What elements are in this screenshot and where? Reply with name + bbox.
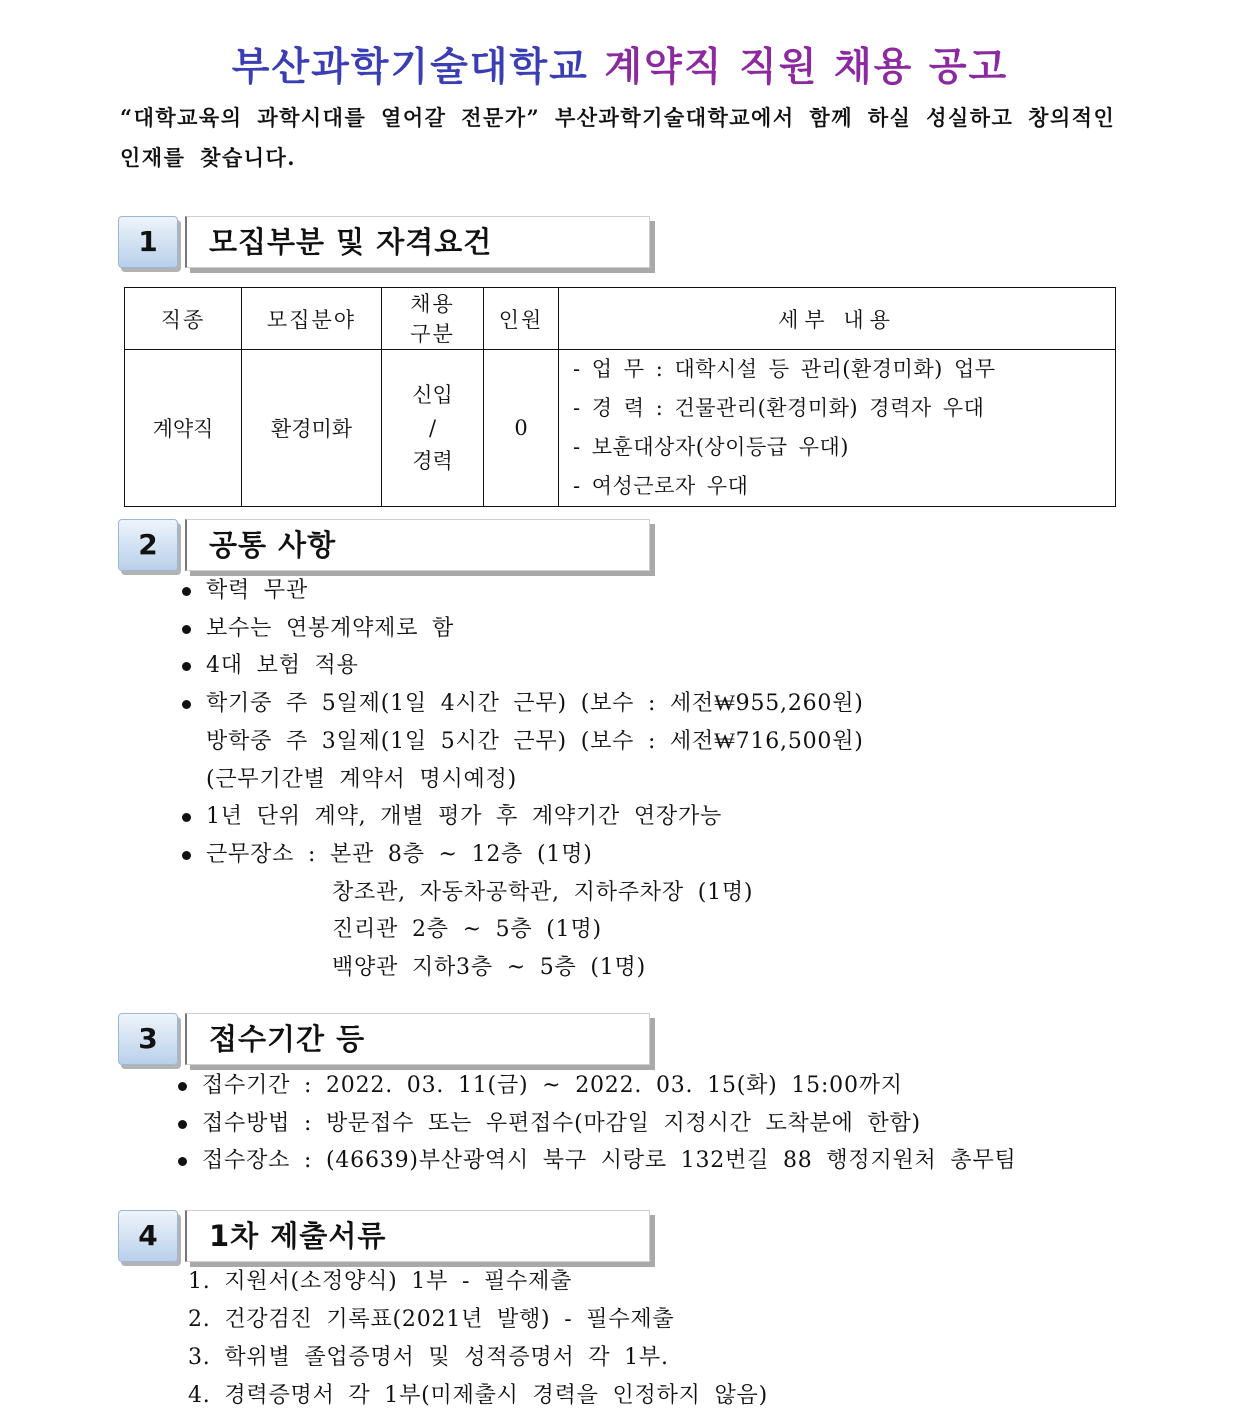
section-1-header <box>118 216 658 274</box>
list-item: 1. 지원서(소정양식) 1부 - 필수제출 <box>188 1269 573 1294</box>
header-field: 모집분야 <box>242 288 382 350</box>
bullet-icon <box>182 662 191 671</box>
bullet-icon <box>182 587 191 596</box>
section-3-header <box>118 1013 658 1071</box>
recruitment-table <box>124 287 1116 507</box>
bullet-icon <box>182 813 191 822</box>
detail-line: - 업 무 : 대학시설 등 관리(환경미화) 업무 <box>573 357 996 381</box>
list-item: 1년 단위 계약, 개별 평가 후 계약기간 연장가능 <box>180 798 864 836</box>
header-count: 인원 <box>484 288 559 350</box>
detail-line: - 경 력 : 건물관리(환경미화) 경력자 우대 <box>573 396 985 420</box>
intro-text: “대학교육의 과학시대를 열어갈 전문가” 부산과학기술대학교에서 함께 하실 성실하고 창의적인 인재를 찾습니다. <box>120 105 1116 170</box>
cell-details <box>559 350 1116 507</box>
section-number: 2 <box>118 519 178 571</box>
application-list <box>176 1067 1017 1180</box>
bullet-icon <box>182 851 191 860</box>
list-item: 방학중 주 3일제(1일 5시간 근무) (보수 : 세전₩716,500원) <box>206 728 864 754</box>
detail-line: - 보훈대상자(상이등급 우대) <box>573 435 849 459</box>
page-title <box>0 36 1240 92</box>
cell-field: 환경미화 <box>242 350 382 507</box>
list-item: 근무장소 : 본관 8층 ~ 12층 (1명) <box>180 836 864 874</box>
section-number: 4 <box>118 1210 178 1262</box>
table-header-row <box>125 288 1116 350</box>
list-item: 3. 학위별 졸업증명서 및 성적증명서 각 1부. <box>188 1345 669 1370</box>
section-label: 모집부분 및 자격요건 <box>209 225 493 259</box>
title-announcement: 계약직 직원 채용 공고 <box>604 45 1009 90</box>
bullet-icon <box>178 1120 187 1129</box>
header-hire-type: 채용 구분 <box>382 288 484 350</box>
cell-hire-type: 신입 / 경력 <box>382 350 484 507</box>
list-item: 백양관 지하3층 ~ 5층 (1명) <box>332 955 646 981</box>
section-label: 1차 제출서류 <box>209 1219 387 1253</box>
bullet-icon <box>182 700 191 709</box>
title-university: 부산과학기술대학교 <box>231 45 589 90</box>
list-item: 접수기간 : 2022. 03. 11(금) ~ 2022. 03. 15(화) 15:00까지 <box>176 1067 1017 1105</box>
list-item: 보수는 연봉계약제로 함 <box>180 610 864 648</box>
bullet-icon <box>182 625 191 634</box>
common-list <box>180 572 864 987</box>
table-row <box>125 350 1116 507</box>
section-number: 1 <box>118 216 178 268</box>
section-2-header <box>118 519 658 577</box>
header-details: 세부 내용 <box>559 288 1116 350</box>
section-4-header <box>118 1210 658 1268</box>
list-item: 4. 경력증명서 각 1부(미제출시 경력을 인정하지 않음) <box>188 1383 768 1408</box>
list-item: 4대 보험 적용 <box>180 647 864 685</box>
documents-list <box>188 1263 768 1415</box>
bullet-icon <box>178 1082 187 1091</box>
list-item: 2. 건강검진 기록표(2021년 발행) - 필수제출 <box>188 1307 675 1332</box>
section-label: 접수기간 등 <box>209 1022 366 1056</box>
bullet-icon <box>178 1157 187 1166</box>
list-item: (근무기간별 계약서 명시예정) <box>206 766 517 792</box>
list-item: 학력 무관 <box>180 572 864 610</box>
header-job-type: 직종 <box>125 288 242 350</box>
list-item: 학기중 주 5일제(1일 4시간 근무) (보수 : 세전₩955,260원) <box>180 685 864 723</box>
section-label: 공통 사항 <box>209 528 337 562</box>
list-item: 접수방법 : 방문접수 또는 우편접수(마감일 지정시간 도착분에 한함) <box>176 1105 1017 1143</box>
list-item: 창조관, 자동차공학관, 지하주차장 (1명) <box>332 879 754 905</box>
cell-job-type: 계약직 <box>125 350 242 507</box>
list-item: 접수장소 : (46639)부산광역시 북구 시랑로 132번길 88 행정지원처 총무팀 <box>176 1142 1017 1180</box>
section-number: 3 <box>118 1013 178 1065</box>
cell-count: 0 <box>484 350 559 507</box>
detail-line: - 여성근로자 우대 <box>573 474 749 498</box>
list-item: 진리관 2층 ~ 5층 (1명) <box>332 917 602 943</box>
